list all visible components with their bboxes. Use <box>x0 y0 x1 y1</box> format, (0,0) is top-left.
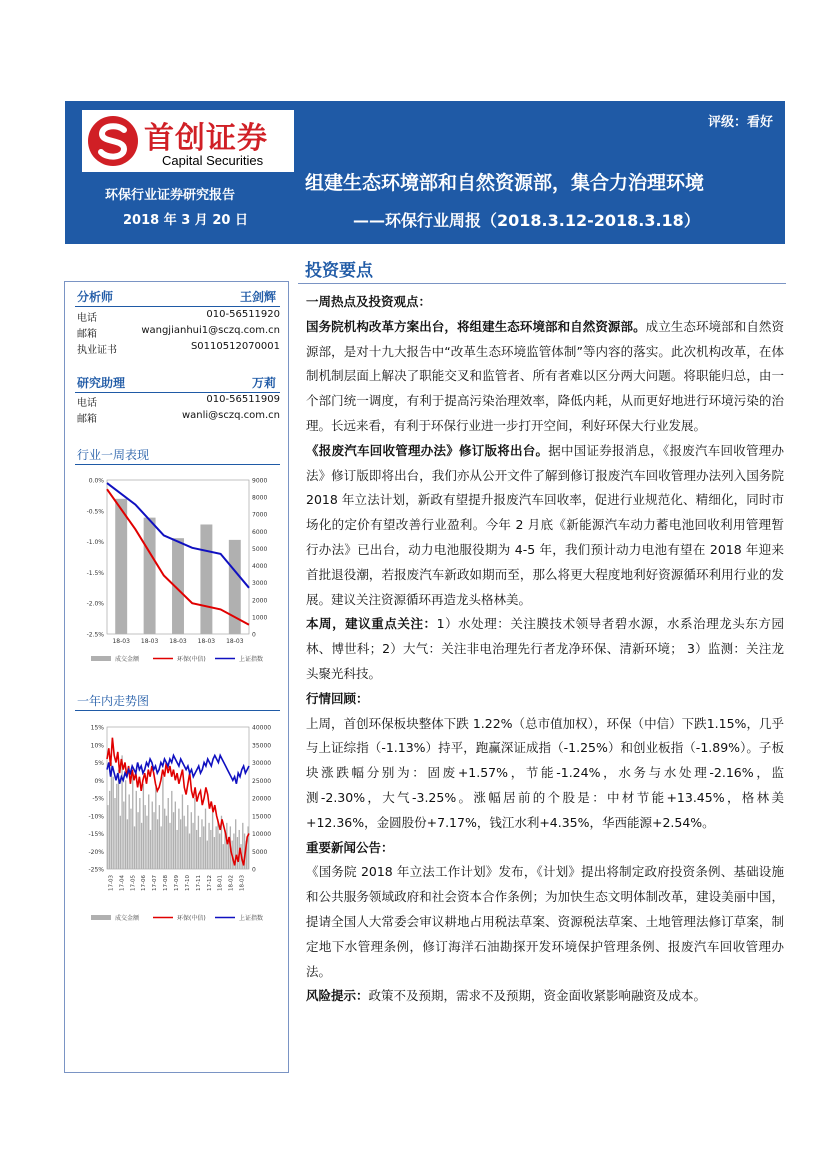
volume-bar <box>215 826 216 869</box>
volume-bar <box>162 777 163 869</box>
volume-bar <box>219 834 220 870</box>
x-tick-label: 17-12 <box>206 875 213 891</box>
chart1-title: 行业一周表现 <box>77 448 150 462</box>
x-tick-label: 18-01 <box>217 875 224 891</box>
subheading-hotspots: 一周热点及投资观点： <box>306 294 432 309</box>
volume-bar <box>214 837 215 869</box>
volume-bar <box>130 809 131 869</box>
y-right-tick-label: 5000 <box>252 545 268 553</box>
phone-label: 电话 <box>77 398 97 409</box>
volume-bar <box>157 819 158 869</box>
volume-bar <box>210 830 211 869</box>
analyst-role: 分析师 <box>77 290 114 304</box>
volume-bar <box>168 798 169 869</box>
divider <box>75 464 280 465</box>
volume-bar <box>134 826 135 869</box>
volume-bar <box>136 791 137 869</box>
volume-bar <box>200 524 212 634</box>
divider <box>75 306 280 307</box>
y-left-tick-label: -2.0% <box>86 600 104 608</box>
volume-bar <box>201 819 202 869</box>
volume-bar <box>137 812 138 869</box>
volume-bar <box>166 816 167 869</box>
analyst-cert: S0110512070001 <box>190 341 280 352</box>
x-tick-label: 17-10 <box>184 875 191 891</box>
y-right-tick-label: 40000 <box>252 724 272 732</box>
volume-bar <box>107 805 108 869</box>
series-line-env <box>107 738 249 866</box>
x-tick-label: 17-08 <box>163 875 170 891</box>
y-right-tick-label: 3000 <box>252 580 268 588</box>
y-left-tick-label: 0.0% <box>88 477 104 485</box>
assistant-phone: 010-56511909 <box>206 394 280 405</box>
sidebar <box>64 281 289 1073</box>
legend-label: 成交金额 <box>115 915 140 922</box>
volume-bar <box>189 834 190 870</box>
divider <box>298 283 786 284</box>
volume-bar <box>115 499 127 634</box>
volume-bar <box>198 816 199 869</box>
y-right-tick-label: 30000 <box>252 760 272 767</box>
x-tick-label: 18-02 <box>228 875 235 891</box>
volume-bar <box>127 819 128 869</box>
y-left-tick-label: -0.5% <box>86 508 104 516</box>
volume-bar <box>114 798 115 869</box>
report-header <box>65 101 785 244</box>
y-right-tick-label: 5000 <box>252 848 268 856</box>
volume-bar <box>180 819 181 869</box>
volume-bar <box>192 823 193 869</box>
analyst-name: 王剑辉 <box>239 290 276 304</box>
legend-swatch <box>91 915 111 920</box>
section-heading: 投资要点 <box>305 261 373 281</box>
legend-label: 上证指数 <box>239 915 264 922</box>
volume-bar <box>121 755 122 869</box>
yearly-trend-chart <box>69 719 284 934</box>
x-tick-label: 17-06 <box>141 875 148 891</box>
report-subtitle: ——环保行业周报（2018.3.12-2018.3.18） <box>353 211 700 230</box>
y-left-tick-label: 0% <box>94 777 104 785</box>
paragraph-news: 《国务院 2018 年立法工作计划》发布，《计划》提出将制定政府投资条例、基础设施和公共服务领域政府和社会资本合作条例；为加快生态文明体制改革，建设美丽中国，提请全国人大常委会审议耕地占用税法草案、资源税法草案、土地管理法修订草案，制定地下水管理条例，修订海洋石油勘探开发环境保护管理条例、报废汽车回收管理办法。 <box>306 864 784 979</box>
volume-bar <box>116 784 117 869</box>
y-left-tick-label: 15% <box>90 724 104 732</box>
analyst-cert-row <box>75 341 280 355</box>
volume-bar <box>247 826 248 869</box>
y-right-tick-label: 4000 <box>252 563 268 571</box>
y-right-tick-label: 0 <box>252 631 256 639</box>
volume-bar <box>171 791 172 869</box>
chart2-title: 一年内走势图 <box>77 694 150 708</box>
volume-bar <box>191 812 192 869</box>
volume-bar <box>169 823 170 869</box>
phone-label: 电话 <box>77 313 97 324</box>
y-left-tick-label: -2.5% <box>86 631 104 639</box>
company-logo <box>82 110 294 172</box>
volume-bar <box>184 816 185 869</box>
legend-label: 上证指数 <box>239 656 264 663</box>
x-tick-label: 18-03 <box>226 638 244 645</box>
volume-bar <box>178 809 179 869</box>
volume-bar <box>123 802 124 869</box>
volume-bar <box>144 805 145 869</box>
analyst-phone-row <box>75 309 280 323</box>
volume-bar <box>144 518 156 634</box>
paragraph-vehicle-recycling: 《报废汽车回收管理办法》修订版将出台。据中国证券报消息，《报废汽车回收管理办法》修订版即将出台，我们亦从公开文件了解到修订报废汽车回收管理办法列入国务院 2018 年立法计划，新政有望提升报废汽车回收率，促进行业规范化、精细化，同时市场化的定价有望改善行业盈利。今年 2 月底《新能源汽车动力蓄电池回收利用管理暂行办法》已出台，动力电池服役期为 4-5 年，我们预计动力电池有望在 2018 年迎来首批退役潮，若报废汽车新政如期而至，那么将更大程度地利好资源循环利用行业的发展。建议关注资源循环再造龙头格林美。 <box>306 442 784 607</box>
paragraph-risk: 风险提示：政策不及预期，需求不及预期，资金面收紧影响融资及成本。 <box>306 988 707 1004</box>
volume-bar <box>118 770 119 869</box>
analyst-phone: 010-56511920 <box>206 309 280 320</box>
subheading-market: 行情回顾： <box>306 690 369 706</box>
y-left-tick-label: 10% <box>90 742 104 750</box>
volume-bar <box>185 826 186 869</box>
y-left-tick-label: -1.5% <box>86 569 104 577</box>
volume-bar <box>155 787 156 869</box>
assistant-phone-row <box>75 394 280 408</box>
analyst-email[interactable]: wangjianhui1@sczq.com.cn <box>141 325 280 336</box>
x-tick-label: 17-11 <box>195 875 202 891</box>
email-label: 邮箱 <box>77 329 97 340</box>
volume-bar <box>205 809 206 869</box>
legend-label: 环保(中信) <box>177 656 206 663</box>
x-tick-label: 17-07 <box>152 875 159 891</box>
x-tick-label: 17-05 <box>130 875 137 891</box>
volume-bar <box>207 841 208 869</box>
plot-frame <box>107 727 249 869</box>
volume-bar <box>203 826 204 869</box>
weekly-performance-chart <box>69 472 284 677</box>
divider <box>75 710 280 711</box>
y-left-tick-label: -5% <box>92 795 104 803</box>
x-tick-label: 17-04 <box>119 875 126 891</box>
assistant-email[interactable]: wanli@sczq.com.cn <box>181 410 280 421</box>
report-date: 2018 年 3 月 20 日 <box>123 213 248 228</box>
volume-bar <box>164 809 165 869</box>
x-tick-label: 17-03 <box>108 875 115 891</box>
y-right-tick-label: 2000 <box>252 597 268 605</box>
legend-label: 环保(中信) <box>177 915 206 922</box>
volume-bar <box>152 802 153 869</box>
volume-bar <box>160 826 161 869</box>
assistant-email-row <box>75 410 280 424</box>
volume-bar <box>208 823 209 869</box>
volume-bar <box>148 794 149 869</box>
y-right-tick-label: 35000 <box>252 742 272 750</box>
volume-bar <box>113 777 114 869</box>
assistant-role: 研究助理 <box>77 376 126 390</box>
y-left-tick-label: -10% <box>88 813 104 821</box>
main-content <box>306 290 784 1009</box>
volume-bar <box>217 819 218 869</box>
volume-bar <box>187 805 188 869</box>
volume-bar <box>194 798 195 869</box>
x-tick-label: 18-03 <box>239 875 246 891</box>
volume-bar <box>111 763 112 870</box>
volume-bar <box>226 823 227 869</box>
y-right-tick-label: 10000 <box>252 831 272 838</box>
volume-bar <box>109 791 110 869</box>
volume-bar <box>153 812 154 869</box>
x-tick-label: 18-03 <box>140 638 159 645</box>
logo-text-cn: 首创证券 <box>144 121 268 156</box>
volume-bar <box>129 794 130 869</box>
volume-bar <box>182 794 183 869</box>
y-right-tick-label: 6000 <box>252 528 268 536</box>
email-label: 邮箱 <box>77 414 97 425</box>
volume-bar <box>132 773 133 869</box>
volume-bar <box>120 816 121 869</box>
y-right-tick-label: 15000 <box>252 813 272 821</box>
rating-label: 评级：看好 <box>707 115 773 130</box>
y-left-tick-label: -20% <box>88 848 104 856</box>
divider <box>75 392 280 393</box>
x-tick-label: 18-03 <box>197 638 216 645</box>
paragraph-reform: 国务院机构改革方案出台，将组建生态环境部和自然资源部。成立生态环境部和自然资源部，是对十九大报告中“改革生态环境监管体制”等内容的落实。此次机构改革，在体制机制层面上解决了职能交叉和监管者、所有者难以区分两大问题。将职能归总，由一个部门统一调度，有利于提高污染治理效率，降低内耗，从而更好地进行环境污染的治理。长远来看，有利于环保行业进一步打开空间，利好环保大行业发展。 <box>306 318 784 433</box>
volume-bar <box>125 780 126 869</box>
x-tick-label: 18-03 <box>112 638 130 645</box>
y-left-tick-label: -15% <box>88 831 104 838</box>
volume-bar <box>237 837 238 869</box>
y-left-tick-label: -25% <box>88 866 104 874</box>
volume-bar <box>143 784 144 869</box>
y-right-tick-label: 7000 <box>252 511 268 519</box>
logo-text-en: Capital Securities <box>162 153 264 168</box>
volume-bar <box>159 805 160 869</box>
legend-swatch <box>91 656 111 661</box>
paragraph-market-review: 上周，首创环保板块整体下跌 1.22%（总市值加权），环保（中信）下跌1.15%，几乎与上证综指（-1.13%）持平，跑赢深证成指（-1.25%）和创业板指（-1.89%）。子板块涨跌幅分别为：固废+1.57%，节能-1.24%，水务与水处理-2.16%，监测-2.30%，大气-3.25%。涨幅居前的个股是：中材节能+13.45%，格林美+12.36%，金圆股份+7.17%，钱江水利+4.35%，华西能源+2.54%。 <box>306 715 784 830</box>
volume-bar <box>150 830 151 869</box>
volume-bar <box>139 798 140 869</box>
report-type: 环保行业证券研究报告 <box>105 188 236 203</box>
volume-bar <box>146 816 147 869</box>
volume-bar <box>176 830 177 869</box>
volume-bar <box>175 802 176 869</box>
y-right-tick-label: 20000 <box>252 795 272 803</box>
volume-bar <box>200 837 201 869</box>
subheading-news: 重要新闻公告： <box>306 839 394 855</box>
volume-bar <box>196 830 197 869</box>
y-right-tick-label: 0 <box>252 866 256 874</box>
volume-bar <box>173 812 174 869</box>
y-right-tick-label: 8000 <box>252 494 268 502</box>
y-left-tick-label: -1.0% <box>86 539 104 547</box>
x-tick-label: 17-09 <box>174 875 180 891</box>
analyst-email-row <box>75 325 280 339</box>
logo-mark-icon <box>88 116 138 166</box>
volume-bar <box>223 844 224 869</box>
paragraph-focus: 本周，建议重点关注：1）水处理：关注膜技术领导者碧水源，水系治理龙头东方园林、博世科；2）大气：关注非电治理先行者龙净环保、清新环境； 3）监测：关注龙头聚光科技。 <box>306 616 784 681</box>
y-right-tick-label: 25000 <box>252 777 272 785</box>
y-right-tick-label: 9000 <box>252 477 268 485</box>
volume-bar <box>212 812 213 869</box>
volume-bar <box>141 823 142 869</box>
y-right-tick-label: 1000 <box>252 614 268 622</box>
report-title: 组建生态环境部和自然资源部，集合力治理环境 <box>305 172 705 194</box>
cert-label: 执业证书 <box>77 345 117 356</box>
x-tick-label: 18-03 <box>169 638 187 645</box>
assistant-name: 万莉 <box>251 376 276 390</box>
legend-label: 成交金额 <box>115 656 140 663</box>
y-left-tick-label: 5% <box>94 760 104 767</box>
